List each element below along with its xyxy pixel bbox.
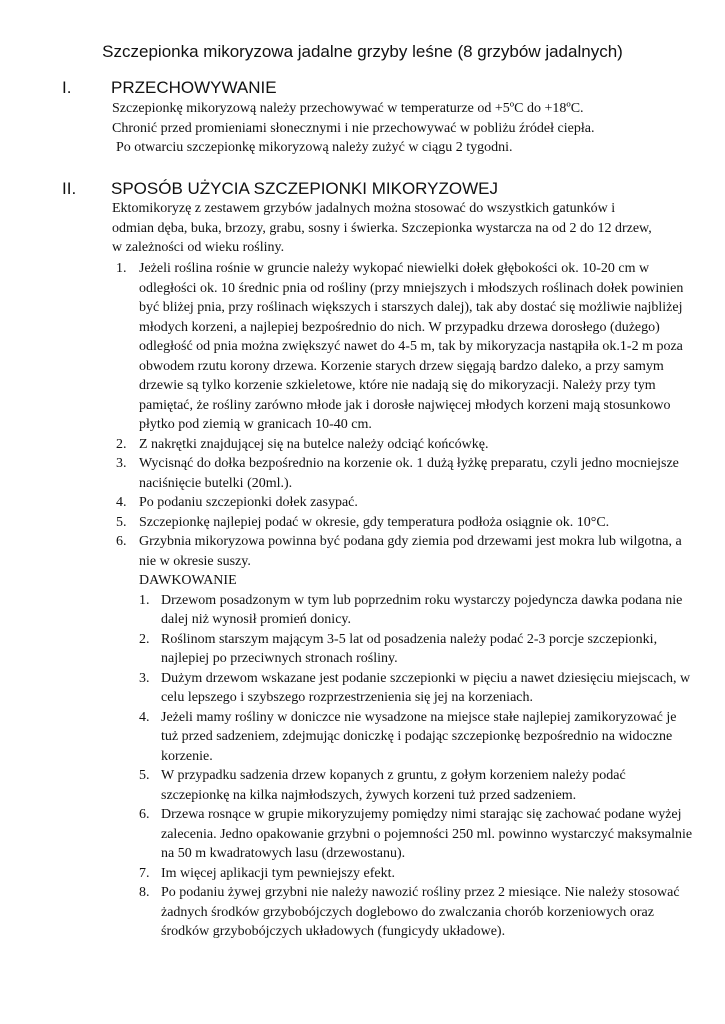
- list-item: [139, 669, 695, 708]
- step-text: Jeżeli roślina rośnie w gruncie należy wykopać niewielki dołek głębokości ok. 10-20 cm w odległości ok. 10 średnic pnia od rośliny (przy mniejszych i młodszych roślinach dołek powinien być bliżej pnia, przy roślinach większych i starszych dalej), tak aby dostać się możliwie najbliżej młodych korzeni, a najlepiej bezpośrednio do nich. W przypadku drzewa dorosłego (dużego) odległość od pnia można zwiększyć nawet do 4-5 m, tak by mikoryzacja nastąpiła ok.1-2 m poza obwodem rzutu korony drzewa. Korzenie starych drzew sięgają bardzo daleko, a przy samym drzewie są tylko korzenie szkieletowe, które nie nadają się do mikoryzacji. Należy przy tym pamiętać, że rośliny zarówno młode jak i dorosłe najwięcej młodych korzeni mają stosunkowo płytko pod ziemią w granicach 10-40 cm.: [139, 261, 684, 432]
- dosage-text: Po podaniu żywej grzybni nie należy nawozić rośliny przez 2 miesiące. Nie należy stosować żadnych środków grzybobójczych doglebowo do zwalczania chorób korzeniowych oraz środków grzybobójczych układowych (fungicydy układowe).: [161, 885, 680, 939]
- step-text: Wycisnąć do dołka bezpośrednio na korzenie ok. 1 dużą łyżkę preparatu, czyli jedno mocniejsze naciśnięcie butelki (20ml.).: [139, 456, 679, 491]
- step-number: 3.: [116, 456, 127, 471]
- list-item: [116, 435, 695, 455]
- list-item: [139, 766, 695, 805]
- dosage-heading: DAWKOWANIE: [139, 573, 237, 588]
- dosage-text: Drzewom posadzonym w tym lub poprzednim roku wystarczy pojedyncza dawka podana nie dalej niż wynosił promień donicy.: [161, 592, 683, 627]
- section-2-intro: Ektomikoryzę z zestawem grzybów jadalnych można stosować do wszystkich gatunków i odmian dęba, buka, brzozy, grabu, sosny i świerka. Szczepionka wystarcza na od 2 do 12 drzew, w zależności od wieku rośliny.: [112, 201, 652, 255]
- step-number: 5.: [116, 514, 127, 530]
- dosage-number: 6.: [139, 807, 150, 822]
- dosage-text: Dużym drzewom wskazane jest podanie szczepionki w pięciu a nawet dziesięciu miejscach, w celu lepszego i szybszego rozprzestrzenienia się jej na korzeniach.: [161, 670, 691, 705]
- step-number: 2.: [116, 436, 127, 452]
- dosage-number: 2.: [139, 631, 150, 647]
- dosage-number: 5.: [139, 768, 150, 783]
- usage-steps-list: [116, 259, 695, 942]
- dosage-number: 4.: [139, 709, 150, 725]
- step-number: 6.: [116, 534, 127, 549]
- step-text: Szczepionkę najlepiej podać w okresie, gdy temperatura podłoża osiągnie ok. 10°C.: [139, 514, 610, 530]
- dosage-number: 3.: [139, 670, 150, 686]
- step-number: 4.: [116, 495, 127, 510]
- list-item: [139, 630, 695, 669]
- dosage-text: W przypadku sadzenia drzew kopanych z gruntu, z gołym korzeniem należy podać szczepionkę na kilka najmłodszych, żywych korzeni tuż przed sadzeniem.: [161, 768, 626, 803]
- dosage-number: 7.: [139, 865, 150, 881]
- section-1-number: I.: [62, 78, 72, 97]
- dosage-text: Jeżeli mamy rośliny w doniczce nie wysadzone na miejsce stałe najlepiej zamikoryzować je tuż przed sadzeniem, zdejmując doniczkę i podając szczepionkę bezpośrednio na widoczne korzenie.: [161, 709, 677, 764]
- list-item: [139, 805, 695, 864]
- list-item: [116, 454, 695, 493]
- storage-line: Szczepionkę mikoryzową należy przechowywać w temperaturze od +5ºC do +18ºC.: [112, 101, 584, 116]
- list-item: [116, 259, 695, 435]
- step-text: Z nakrętki znajdującej się na butelce należy odciąć końcówkę.: [139, 436, 489, 452]
- list-item: [116, 532, 695, 942]
- storage-line: Chronić przed promieniami słonecznymi i nie przechowywać w pobliżu źródeł ciepła.: [112, 120, 595, 136]
- dosage-number: 8.: [139, 885, 150, 900]
- list-item: [139, 864, 695, 884]
- section-1-body: [112, 99, 672, 158]
- list-item: [139, 708, 695, 767]
- section-2-number: II.: [62, 179, 77, 198]
- step-number: 1.: [116, 261, 127, 276]
- section-1-heading: PRZECHOWYWANIE: [111, 78, 277, 97]
- dosage-text: Drzewa rosnące w grupie mikoryzujemy pomiędzy nimi starając się zachować podane wyżej zalecenia. Jedno opakowanie grzybni o pojemności 250 ml. powinno wystarczyć maksymalnie na 50 m kwadratowych lasu (drzewostanu).: [161, 807, 693, 861]
- section-2-heading: SPOSÓB UŻYCIA SZCZEPIONKI MIKORYZOWEJ: [111, 179, 498, 198]
- list-item: [116, 493, 695, 513]
- dosage-number: 1.: [139, 592, 150, 608]
- list-item: [116, 513, 695, 533]
- step-text: Grzybnia mikoryzowa powinna być podana gdy ziemia pod drzewami jest mokra lub wilgotna, a nie w okresie suszy.: [139, 534, 682, 569]
- storage-line: Po otwarciu szczepionkę mikoryzową należy zużyć w ciągu 2 tygodni.: [116, 140, 513, 155]
- dosage-list: [139, 591, 695, 942]
- step-text: Po podaniu szczepionki dołek zasypać.: [139, 495, 358, 510]
- dosage-text: Im więcej aplikacji tym pewniejszy efekt.: [161, 865, 396, 881]
- document-title: Szczepionka mikoryzowa jadalne grzyby leśne (8 grzybów jadalnych): [102, 42, 623, 61]
- list-item: [139, 883, 695, 942]
- dosage-text: Roślinom starszym mającym 3-5 lat od posadzenia należy podać 2-3 porcje szczepionki, najlepiej po przeciwnych stronach rośliny.: [161, 631, 658, 666]
- list-item: [139, 591, 695, 630]
